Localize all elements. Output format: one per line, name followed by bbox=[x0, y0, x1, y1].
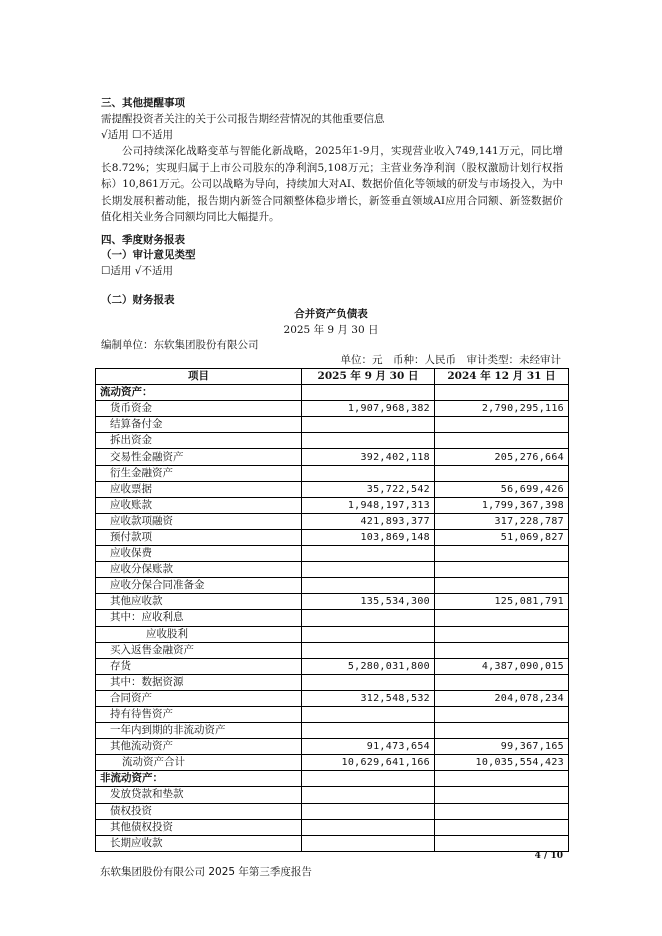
table-row bbox=[96, 497, 569, 513]
row-value-current bbox=[302, 417, 435, 433]
table-row bbox=[96, 465, 569, 481]
table-row bbox=[96, 723, 569, 739]
row-value-prior: 4,387,090,015 bbox=[435, 658, 569, 674]
report-footer: 东软集团股份有限公司 2025 年第三季度报告 bbox=[100, 866, 312, 878]
row-value-current bbox=[302, 819, 435, 835]
table-row bbox=[96, 674, 569, 690]
table-row bbox=[96, 739, 569, 755]
row-value-current bbox=[302, 706, 435, 722]
row-value-current: 5,280,031,800 bbox=[302, 658, 435, 674]
row-value-prior: 204,078,234 bbox=[435, 690, 569, 706]
row-value-current: 1,907,968,382 bbox=[302, 401, 435, 417]
section3-paragraph bbox=[101, 143, 563, 226]
preparer-company: 编制单位：东软集团股份有限公司 bbox=[101, 339, 259, 351]
row-value-prior: 205,276,664 bbox=[435, 449, 569, 465]
row-value-prior bbox=[435, 546, 569, 562]
table-row bbox=[96, 610, 569, 626]
row-label: 流动资产： bbox=[96, 385, 302, 401]
row-label: 应收分保合同准备金 bbox=[96, 578, 302, 594]
table-row bbox=[96, 594, 569, 610]
audit-opinion-heading: （一）审计意见类型 bbox=[101, 249, 196, 261]
row-value-current bbox=[302, 787, 435, 803]
row-label: 一年内到期的非流动资产 bbox=[96, 723, 302, 739]
table-row bbox=[96, 433, 569, 449]
table-row bbox=[96, 835, 569, 851]
row-value-prior bbox=[435, 610, 569, 626]
row-value-current bbox=[302, 803, 435, 819]
row-value-prior bbox=[435, 771, 569, 787]
row-label: 合同资产 bbox=[96, 690, 302, 706]
table-row bbox=[96, 513, 569, 529]
table-row bbox=[96, 529, 569, 545]
row-value-current bbox=[302, 771, 435, 787]
row-value-current: 91,473,654 bbox=[302, 739, 435, 755]
table-row bbox=[96, 562, 569, 578]
row-label: 应收股利 bbox=[96, 626, 302, 642]
row-label: 存货 bbox=[96, 658, 302, 674]
row-value-prior bbox=[435, 674, 569, 690]
row-label: 结算备付金 bbox=[96, 417, 302, 433]
table-row bbox=[96, 706, 569, 722]
section4-heading: 四、季度财务报表 bbox=[101, 234, 185, 246]
header-prior-period: 2024 年 12 月 31 日 bbox=[435, 369, 569, 385]
row-value-prior bbox=[435, 723, 569, 739]
row-value-current bbox=[302, 433, 435, 449]
statement-title: 合并资产负债表 bbox=[294, 308, 368, 320]
row-value-prior bbox=[435, 578, 569, 594]
row-value-current bbox=[302, 610, 435, 626]
row-value-prior bbox=[435, 835, 569, 851]
row-value-prior: 317,228,787 bbox=[435, 513, 569, 529]
row-value-prior bbox=[435, 803, 569, 819]
row-value-current: 103,869,148 bbox=[302, 529, 435, 545]
row-value-prior bbox=[435, 562, 569, 578]
row-value-prior: 1,799,367,398 bbox=[435, 497, 569, 513]
header-current-period: 2025 年 9 月 30 日 bbox=[302, 369, 435, 385]
audit-opinion-applicable: ☐适用 √不适用 bbox=[101, 265, 173, 277]
row-value-prior: 99,367,165 bbox=[435, 739, 569, 755]
row-value-prior: 125,081,791 bbox=[435, 594, 569, 610]
row-label: 交易性金融资产 bbox=[96, 449, 302, 465]
table-row bbox=[96, 578, 569, 594]
row-label: 预付款项 bbox=[96, 529, 302, 545]
table-row bbox=[96, 819, 569, 835]
row-label: 应收分保账款 bbox=[96, 562, 302, 578]
row-value-prior: 51,069,827 bbox=[435, 529, 569, 545]
table-row bbox=[96, 771, 569, 787]
row-label: 持有待售资产 bbox=[96, 706, 302, 722]
row-label: 流动资产合计 bbox=[96, 755, 302, 771]
row-value-prior bbox=[435, 417, 569, 433]
row-label: 非流动资产： bbox=[96, 771, 302, 787]
section3-paragraph-text: 公司持续深化战略变革与智能化新战略，2025年1-9月，实现营业收入749,141万元，同比增长8.72%；实现归属于上市公司股东的净利润5,108万元；主营业务净利润（股权激励计划行权指标）10,861万元。公司以战略为导向，持续加大对AI、数据价值化等领域的研发与市场投入，为中长期发展积蓄动能，报告期内新签合同额整体稳步增长，新签垂直领域AI应用合同额、新签数据价值化相关业务合同额均同比大幅提升。 bbox=[101, 145, 563, 224]
table-row bbox=[96, 401, 569, 417]
statement-date: 2025 年 9 月 30 日 bbox=[283, 324, 379, 336]
row-label: 买入返售金融资产 bbox=[96, 642, 302, 658]
unit-info: 单位：元 币种：人民币 审计类型：未经审计 bbox=[340, 354, 561, 366]
table-row bbox=[96, 642, 569, 658]
row-label: 拆出资金 bbox=[96, 433, 302, 449]
row-label: 应收保费 bbox=[96, 546, 302, 562]
row-value-prior bbox=[435, 465, 569, 481]
table-row bbox=[96, 385, 569, 401]
row-value-current: 312,548,532 bbox=[302, 690, 435, 706]
table-row bbox=[96, 658, 569, 674]
row-label: 其他债权投资 bbox=[96, 819, 302, 835]
row-value-prior: 2,790,295,116 bbox=[435, 401, 569, 417]
row-label: 其中：应收利息 bbox=[96, 610, 302, 626]
table-row bbox=[96, 626, 569, 642]
row-label: 长期应收款 bbox=[96, 835, 302, 851]
row-label: 其他应收款 bbox=[96, 594, 302, 610]
table-row bbox=[96, 803, 569, 819]
table-row bbox=[96, 787, 569, 803]
row-value-current bbox=[302, 546, 435, 562]
row-value-prior: 56,699,426 bbox=[435, 481, 569, 497]
row-value-prior bbox=[435, 385, 569, 401]
row-label: 发放贷款和垫款 bbox=[96, 787, 302, 803]
table-row bbox=[96, 481, 569, 497]
row-label: 其他流动资产 bbox=[96, 739, 302, 755]
row-label: 应收款项融资 bbox=[96, 513, 302, 529]
row-value-current: 421,893,377 bbox=[302, 513, 435, 529]
page-number: 4 / 10 bbox=[534, 851, 563, 861]
row-label: 货币资金 bbox=[96, 401, 302, 417]
balance-sheet-table bbox=[95, 368, 569, 852]
row-value-prior: 10,035,554,423 bbox=[435, 755, 569, 771]
financial-statements-heading: （二）财务报表 bbox=[101, 294, 175, 306]
row-value-current bbox=[302, 642, 435, 658]
section3-heading: 三、其他提醒事项 bbox=[101, 97, 185, 109]
row-value-current bbox=[302, 465, 435, 481]
row-value-prior bbox=[435, 819, 569, 835]
row-value-current bbox=[302, 626, 435, 642]
table-row bbox=[96, 690, 569, 706]
row-value-current bbox=[302, 562, 435, 578]
table-row bbox=[96, 417, 569, 433]
row-value-current bbox=[302, 674, 435, 690]
row-label: 衍生金融资产 bbox=[96, 465, 302, 481]
row-label: 其中：数据资源 bbox=[96, 674, 302, 690]
row-label: 应收票据 bbox=[96, 481, 302, 497]
row-value-prior bbox=[435, 787, 569, 803]
section3-description: 需提醒投资者关注的关于公司报告期经营情况的其他重要信息 bbox=[101, 113, 385, 125]
row-value-current bbox=[302, 723, 435, 739]
row-value-current bbox=[302, 578, 435, 594]
row-value-prior bbox=[435, 642, 569, 658]
table-row bbox=[96, 449, 569, 465]
row-label: 债权投资 bbox=[96, 803, 302, 819]
row-value-prior bbox=[435, 433, 569, 449]
table-header-row bbox=[96, 369, 569, 385]
row-value-current bbox=[302, 385, 435, 401]
row-value-current: 135,534,300 bbox=[302, 594, 435, 610]
table-row bbox=[96, 546, 569, 562]
row-value-current: 392,402,118 bbox=[302, 449, 435, 465]
section3-applicable: √适用 ☐不适用 bbox=[101, 129, 173, 141]
row-value-current: 10,629,641,166 bbox=[302, 755, 435, 771]
header-item: 项目 bbox=[96, 369, 302, 385]
table-row bbox=[96, 755, 569, 771]
row-value-prior bbox=[435, 626, 569, 642]
row-value-current: 35,722,542 bbox=[302, 481, 435, 497]
row-label: 应收账款 bbox=[96, 497, 302, 513]
row-value-prior bbox=[435, 706, 569, 722]
row-value-current: 1,948,197,313 bbox=[302, 497, 435, 513]
row-value-current bbox=[302, 835, 435, 851]
